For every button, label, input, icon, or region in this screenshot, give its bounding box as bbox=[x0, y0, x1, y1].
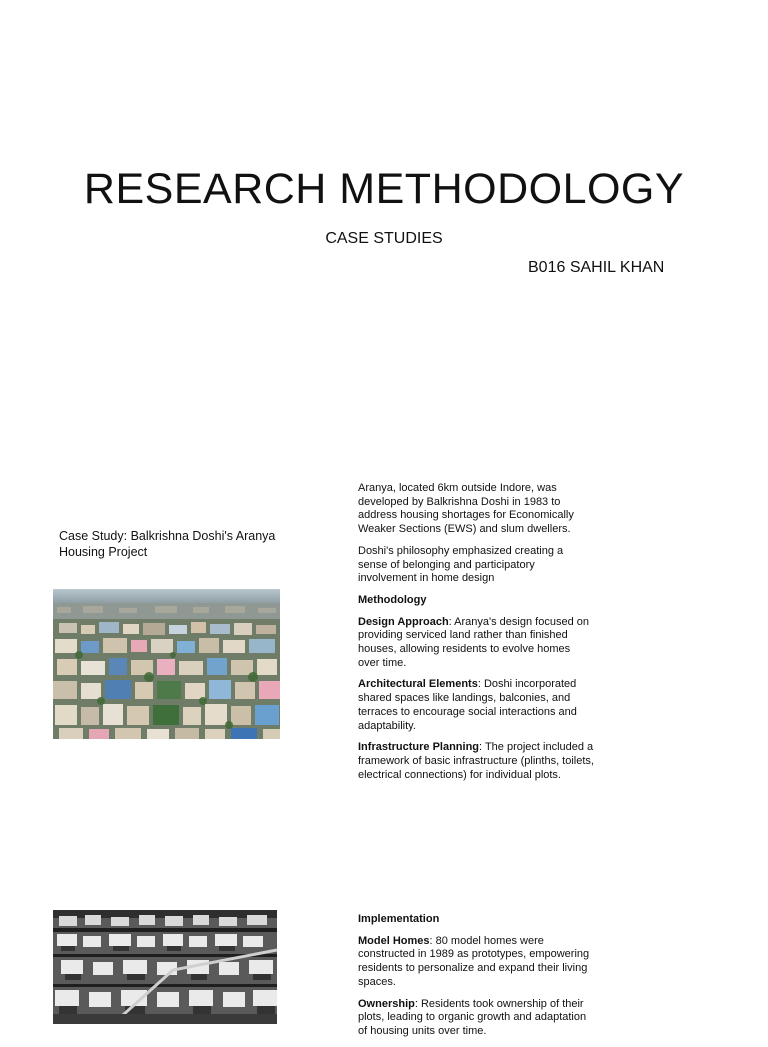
intro-paragraph-1: Aranya, located 6km outside Indore, was developed by Balkrishna Doshi in 1983 to address housing shortages for Economically Weaker Sections (EWS) and slum dwellers. bbox=[358, 482, 574, 536]
methodology-heading: Methodology bbox=[358, 593, 427, 606]
architectural-elements-item: Architectural Elements: Doshi incorporated shared spaces like landings, balconies, and terraces to encourage social interactions and adaptability. bbox=[358, 678, 577, 732]
aerial-city-photo bbox=[53, 589, 280, 739]
page-title: RESEARCH METHODOLOGY bbox=[83, 165, 685, 213]
intro-block bbox=[358, 482, 594, 790]
author-label: B016 SAHIL KHAN bbox=[528, 259, 665, 276]
implementation-heading: Implementation bbox=[358, 913, 440, 925]
model-homes-bw-photo bbox=[53, 910, 277, 1024]
infrastructure-planning-item: Infrastructure Planning: The project included a framework of basic infrastructure (plinths, toilets, electrical connections) for individual plots. bbox=[358, 741, 594, 781]
intro-paragraph-2: Doshi's philosophy emphasized creating a sense of belonging and participatory involvement in home design bbox=[358, 544, 564, 585]
page-subtitle: CASE STUDIES bbox=[325, 230, 443, 247]
ownership-item: Ownership: Residents took ownership of their plots, leading to organic growth and adaptation of housing units over time. bbox=[358, 997, 587, 1037]
model-homes-item: Model Homes: 80 model homes were constructed in 1989 as prototypes, empowering residents to personalize and expand their living spaces. bbox=[358, 934, 590, 988]
case-study-title: Case Study: Balkrishna Doshi's Aranya Housing Project bbox=[59, 529, 276, 559]
implementation-block bbox=[358, 913, 594, 1047]
design-approach-item: Design Approach: Aranya's design focused on providing serviced land rather than finished houses, allowing residents to evolve homes over time. bbox=[358, 615, 589, 669]
